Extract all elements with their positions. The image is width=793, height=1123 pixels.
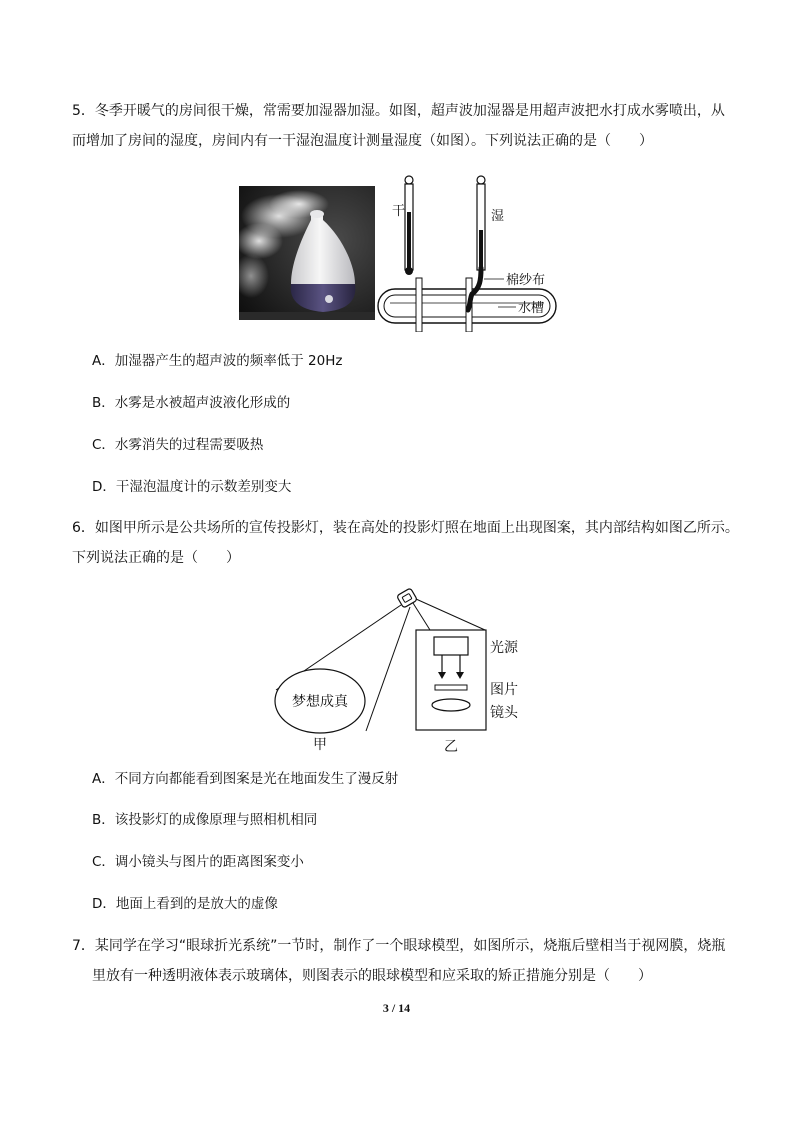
q6-stem-line1: 6．如图甲所示是公共场所的宣传投影灯，装在高处的投影灯照在地面上出现图案，其内部结构如图乙所示。 (72, 520, 739, 536)
q6-option-a: A．不同方向都能看到图案是光在地面发生了漫反射 (92, 771, 399, 787)
q7-stem-line2: 里放有一种透明液体表示玻璃体，则图表示的眼球模型和应采取的矫正措施分别是（ ） (92, 968, 652, 984)
humidifier-photo (239, 186, 375, 320)
q5-option-a: A．加湿器产生的超声波的频率低于 20Hz (92, 353, 343, 369)
q5-option-b: B．水雾是水被超声波液化形成的 (92, 395, 291, 411)
q6-option-d: D．地面上看到的是放大的虚像 (92, 896, 278, 912)
trough-label: 水槽 (518, 301, 545, 316)
wet-label: 湿 (491, 209, 505, 224)
q6-option-b: B．该投影灯的成像原理与照相机相同 (92, 812, 318, 828)
dry-label: 干 (392, 204, 406, 219)
q5-option-c: C．水雾消失的过程需要吸热 (92, 437, 264, 453)
q5-stem-line2: 而增加了房间的湿度，房间内有一干湿泡温度计测量湿度（如图）。下列说法正确的是（ ） (72, 133, 653, 149)
projector-lamp-diagram (270, 585, 550, 755)
q5-stem-line1: 5．冬季开暖气的房间很干燥，常需要加湿器加湿。如图，超声波加湿器是用超声波把水打成水雾喷出，从 (72, 103, 725, 119)
q6-option-c: C．调小镜头与图片的距离图案变小 (92, 854, 304, 870)
lens-label: 镜头 (490, 705, 518, 721)
light-source-label: 光源 (490, 640, 518, 656)
q7-stem-line1: 7．某同学在学习“眼球折光系统”一节时，制作了一个眼球模型，如图所示，烧瓶后壁相当于视网膜，烧瓶 (72, 938, 726, 954)
pattern-text: 梦想成真 (292, 694, 348, 710)
q5-option-d: D．干湿泡温度计的示数差别变大 (92, 479, 292, 495)
page-number: 3 / 14 (382, 1001, 411, 1015)
picture-label: 图片 (490, 682, 518, 698)
gauze-label: 棉纱布 (506, 273, 546, 288)
figure-yi-label: 乙 (444, 739, 458, 755)
dry-wet-thermometer-diagram (376, 172, 566, 332)
figure-jia-label: 甲 (313, 737, 327, 753)
q6-stem-line2: 下列说法正确的是（ ） (72, 550, 240, 566)
